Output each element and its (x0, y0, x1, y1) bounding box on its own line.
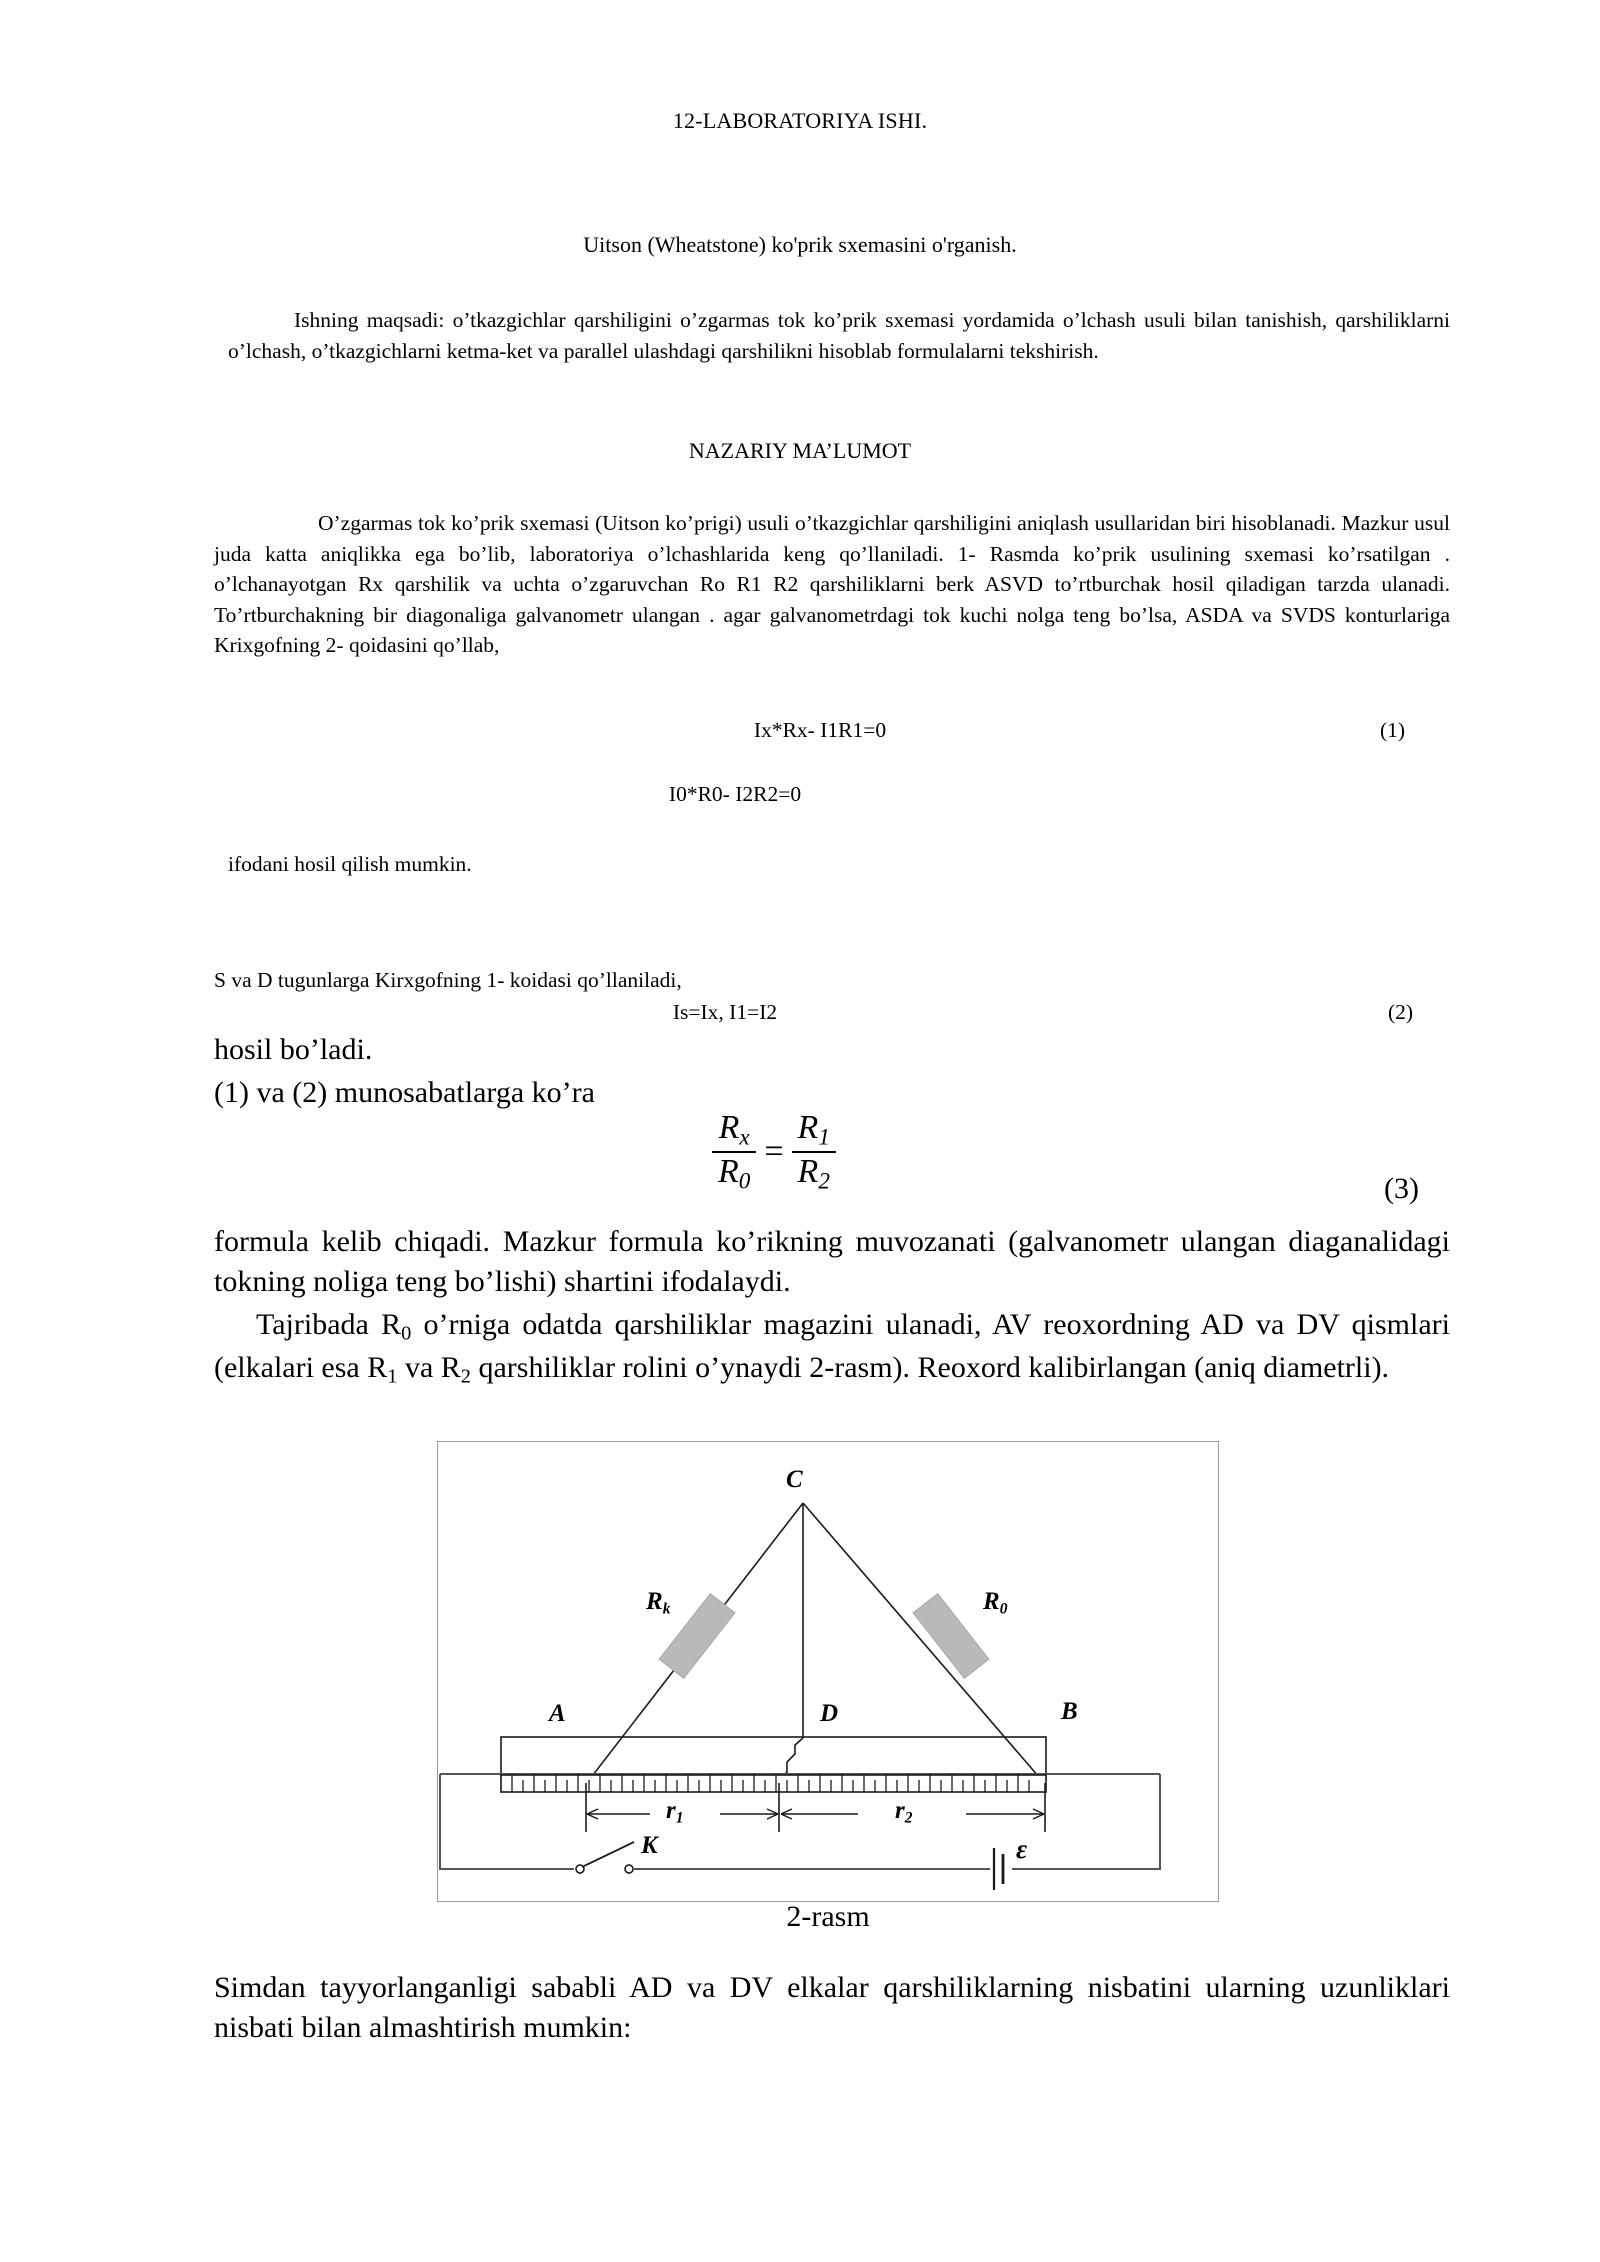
equation-1-number: (1) (1380, 718, 1406, 742)
figure-label-r1: $r_1$ (666, 1797, 684, 1827)
formula-balance-ratio (712, 1110, 836, 1194)
equation-3-number: (3) (1384, 1172, 1419, 1205)
figure-label-a: A (549, 1700, 566, 1727)
equation-1b: I0*R0- I2R2=0 (668, 782, 802, 806)
fraction-left (712, 1110, 756, 1194)
theory-paragraph: O’zgarmas tok ko’prik sxemasi (Uitson ko’prigi) usuli o’tkazgichlar qarshiligini aniqlash usullaridan biri hisoblanadi. Mazkur usul juda katta aniqlikka ega bo’lib, laboratoriya o’lchashlarida keng qo’llaniladi. 1- Rasmda ko’prik usulining sxemasi ko’rsatilgan . o’lchanayotgan Rx qarshilik va uchta o’zgaruvchan Ro R1 R2 qarshiliklarni berk ASVD to’rtburchak hosil qiladigan tarzda ulanadi. To’rtburchakning bir diagonaliga galvanometr ulangan . agar galvanometrdagi tok kuchi nolga teng bo’lsa, ASDA va SVDS konturlariga Krixgofning 2- qoidasini qo’llab, (214, 511, 1450, 658)
closing-paragraph: Simdan tayyorlanganligi sababli AD va DV elkalar qarshiliklarning nisbatini ularning uzunliklari nisbati bilan almashtirish mumkin: (214, 1971, 1450, 2044)
experiment-sub-1: 1 (387, 1365, 398, 1388)
r2-dimension-arrows (781, 1809, 1044, 1819)
aim-paragraph: Ishning maqsadi: o’tkazgichlar qarshiligini o’zgarmas tok ko’prik sxemasi yordamida o’lchash usuli bilan tanishish, qarshiliklarni o’lchash, o’tkazgichlarni ketma-ket va parallel ulashdagi qarshilikni hisoblab formulalarni tekshirish. (228, 308, 1450, 363)
page-title: 12-LABORATORIYA ISHI. (672, 108, 928, 133)
experiment-text-3: va R (397, 1350, 461, 1384)
equals-sign: = (764, 1132, 784, 1170)
figure-label-r2: $r_2$ (895, 1797, 913, 1827)
equation-2: Is=Ix, I1=I2 (672, 1000, 778, 1024)
fraction-right (792, 1110, 836, 1194)
fraction-left-denominator: $R_0$ (712, 1151, 756, 1194)
experiment-text-1: Tajribada R (256, 1308, 402, 1341)
figure-label-rk: $R_k$ (646, 1588, 671, 1618)
figure-label-r0: $R_0$ (983, 1588, 1008, 1618)
figure-label-emf: ε (1016, 1834, 1028, 1864)
fraction-right-numerator: $R_1$ (797, 1109, 830, 1151)
switch-blade-top (582, 1842, 634, 1867)
page-subtitle: Uitson (Wheatstone) ko'prik sxemasini o'rganish. (583, 232, 1017, 257)
experiment-paragraph (214, 1305, 1450, 1390)
experiment-text-2: o’rniga odatda qarshiliklar magazini ulanadi, AV reoxordning AD va DV qismlari (elkalari esa R (214, 1308, 1450, 1384)
section-heading-theory: NAZARIY MA’LUMOT (688, 438, 912, 463)
reoxord-scale-bar (501, 1775, 1046, 1792)
figure-label-d: D (820, 1700, 839, 1727)
hosil-line: hosil bo’ladi. (214, 1033, 373, 1066)
figure-wheatstone-bridge (437, 1441, 1219, 1902)
figure-label-switch-k: K (641, 1832, 658, 1859)
equation-2-number: (2) (1388, 1000, 1414, 1024)
after-equation-note: ifodani hosil qilish mumkin. (228, 852, 472, 876)
experiment-sub-2: 2 (460, 1365, 471, 1388)
relations-line: (1) va (2) munosabatlarga ko’ra (214, 1076, 595, 1109)
arm-c-to-b-line (803, 1503, 1045, 1784)
fraction-left-numerator: $R_x$ (718, 1109, 750, 1151)
experiment-text-4: qarshiliklar rolini o’ynaydi 2-rasm). Reoxord kalibirlangan (aniq diametrli). (470, 1350, 1390, 1384)
formula-paragraph: formula kelib chiqadi. Mazkur formula ko’rikning muvozanati (galvanometr ulangan diaganalidagi tokning noliga teng bo’lishi) shartini ifodalaydi. (214, 1225, 1450, 1298)
experiment-sub-0: 0 (401, 1322, 412, 1345)
figure-label-b: B (1061, 1698, 1078, 1725)
figure-caption: 2-rasm (786, 1900, 870, 1933)
equation-1: Ix*Rx- I1R1=0 (753, 718, 887, 742)
kirchhoff-note: S va D tugunlarga Kirxgofning 1- koidasi qo’llaniladi, (214, 968, 682, 992)
fraction-right-denominator: $R_2$ (792, 1151, 836, 1194)
figure-label-c: C (786, 1466, 803, 1493)
switch-right-terminal-top (625, 1865, 633, 1873)
wheatstone-bridge-diagram (438, 1442, 1220, 1903)
